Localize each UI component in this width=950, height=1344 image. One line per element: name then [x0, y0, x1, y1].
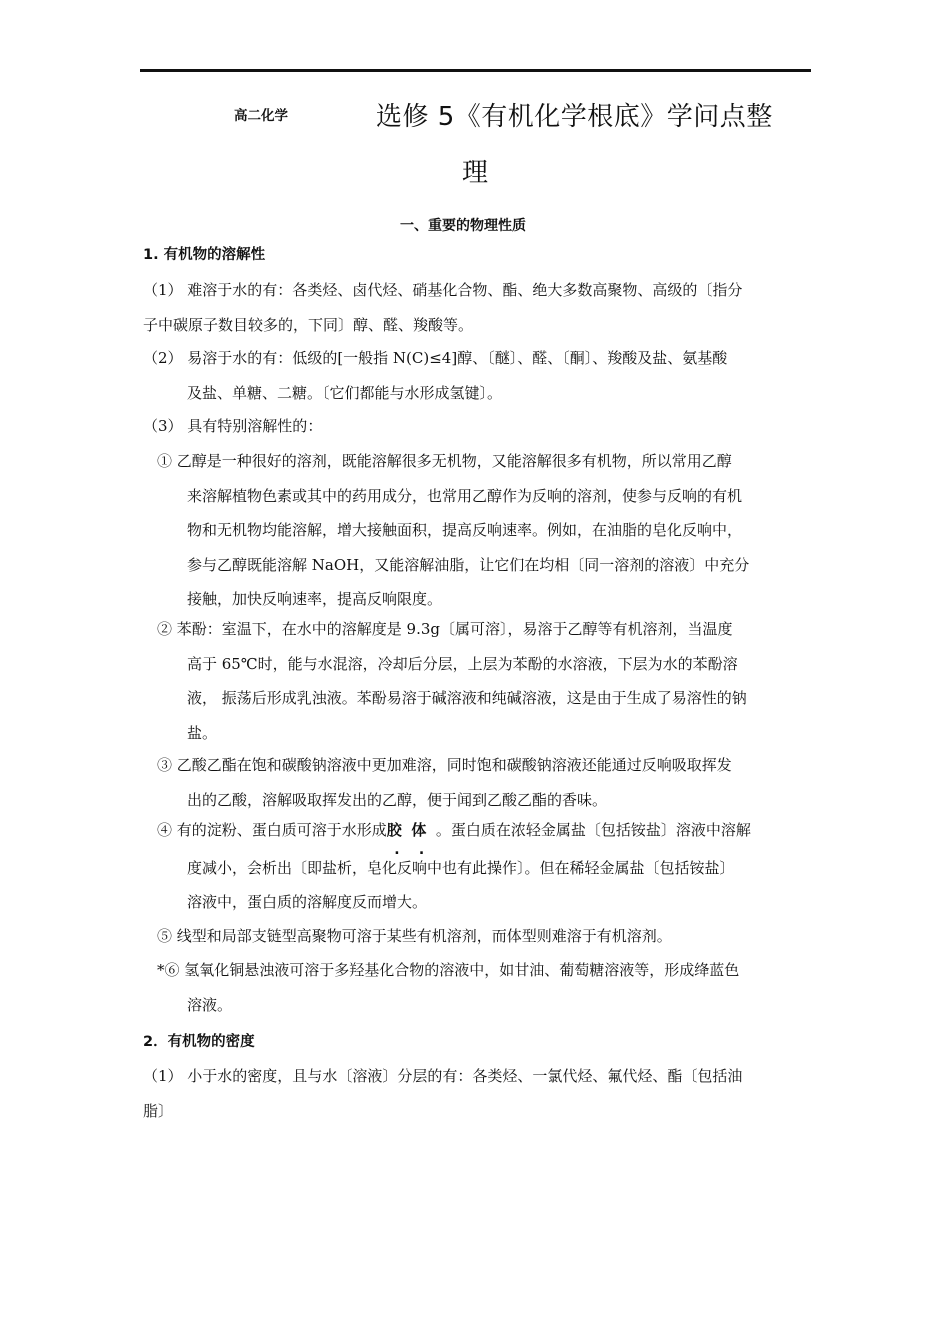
document-title: 选修 5《有机化学根底》学问点整: [376, 102, 773, 132]
list-item-ethanol: [157, 444, 857, 617]
list-item-starch-protein: [157, 813, 837, 920]
text-line: 来溶解植物色素或其中的药用成分，也常用乙醇作为反响的溶剂，使参与反响的有机: [187, 486, 743, 505]
text-line: 出的乙酸，溶解吸取挥发出的乙醇，便于闻到乙酸乙酯的香味。: [187, 790, 608, 809]
text-line: ① 乙醇是一种很好的溶剂，既能溶解很多无机物，又能溶解很多有机物，所以常用乙醇: [157, 452, 732, 470]
text-line: *⑥ 氢氧化铜悬浊液可溶于多羟基化合物的溶液中，如甘油、葡萄糖溶液等，形成绛蓝色: [157, 961, 740, 979]
text-line: ⑤ 线型和局部支链型高聚物可溶于某些有机溶剂，而体型则难溶于有机溶剂。: [157, 927, 672, 945]
text-line: 脂〕: [143, 1101, 174, 1120]
section-title: 一、重要的物理性质: [400, 218, 526, 234]
text-line: （1） 小于水的密度，且与水〔溶液〕分层的有：各类烃、一氯代烃、氟代烃、酯〔包括油: [143, 1067, 743, 1085]
text-segment: ④ 有的淀粉、蛋白质可溶于水形成: [157, 821, 387, 839]
list-item-polymers: [157, 919, 857, 954]
text-line: 参与乙醇既能溶解 NaOH，又能溶解油脂，让它们在均相〔同一溶剂的溶液〕中充分: [187, 555, 750, 574]
text-line: 溶液中，蛋白质的溶解度反而增大。: [187, 893, 428, 911]
text-line: （3） 具有特别溶解性的：: [143, 417, 323, 435]
text-line: （2） 易溶于水的有：低级的[一般指 N(C)≤4]醇、〔醚〕、醛、〔酮〕、羧酸及盐、氨基酸: [143, 349, 728, 367]
text-line: 高于 65℃时，能与水混溶，冷却后分层，上层为苯酚的水溶液，下层为水的苯酚溶: [187, 654, 738, 673]
subsection-heading-solubility: 1. 有机物的溶解性: [143, 247, 266, 263]
text-line: （1） 难溶于水的有：各类烃、卤代烃、硝基化合物、酯、绝大多数高聚物、高级的〔指分: [143, 281, 743, 299]
document-title-continued: 理: [462, 158, 489, 188]
text-line: 子中碳原子数目较多的，下同〕醇、醛、羧酸等。: [143, 315, 474, 334]
text-line: 度减小，会析出〔即盐析，皂化反响中也有此操作〕。但在稀轻金属盐〔包括铵盐〕: [187, 858, 735, 877]
text-line: 物和无机物均能溶解，增大接触面积，提高反响速率。例如，在油脂的皂化反响中，: [187, 521, 743, 539]
list-item-copper-hydroxide: [157, 953, 857, 1022]
header-rule: [140, 69, 811, 72]
list-item-ethyl-acetate: [157, 748, 857, 817]
text-line: 及盐、单糖、二糖。〔它们都能与水形成氢键〕。: [187, 383, 503, 402]
list-item-phenol: [157, 612, 857, 750]
text-line: [157, 813, 837, 848]
paragraph-special: [143, 409, 843, 444]
paragraph-less-dense: [143, 1059, 843, 1128]
paragraph-insoluble: [143, 273, 843, 342]
subject-label: 高二化学: [234, 108, 288, 124]
text-line: 盐。: [187, 723, 218, 742]
paragraph-soluble: [143, 341, 843, 410]
emphasis-char: 体: [411, 821, 427, 839]
emphasis-char: 胶: [386, 821, 402, 839]
text-line: 液， 振荡后形成乳浊液。苯酚易溶于碱溶液和纯碱溶液，这是由于生成了易溶性的钠: [187, 689, 747, 707]
text-segment: 。蛋白质在浓轻金属盐〔包括铵盐〕溶液中溶解: [435, 821, 751, 839]
text-line: ② 苯酚：室温下，在水中的溶解度是 9.3g〔属可溶〕，易溶于乙醇等有机溶剂，当温度: [157, 620, 733, 638]
text-line: 溶液。: [187, 995, 233, 1014]
text-line: ③ 乙酸乙酯在饱和碳酸钠溶液中更加难溶，同时饱和碳酸钠溶液还能通过反响吸取挥发: [157, 756, 732, 774]
text-line: 接触，加快反响速率，提高反响限度。: [187, 590, 443, 608]
subsection-heading-density: 2．有机物的密度: [143, 1034, 255, 1050]
